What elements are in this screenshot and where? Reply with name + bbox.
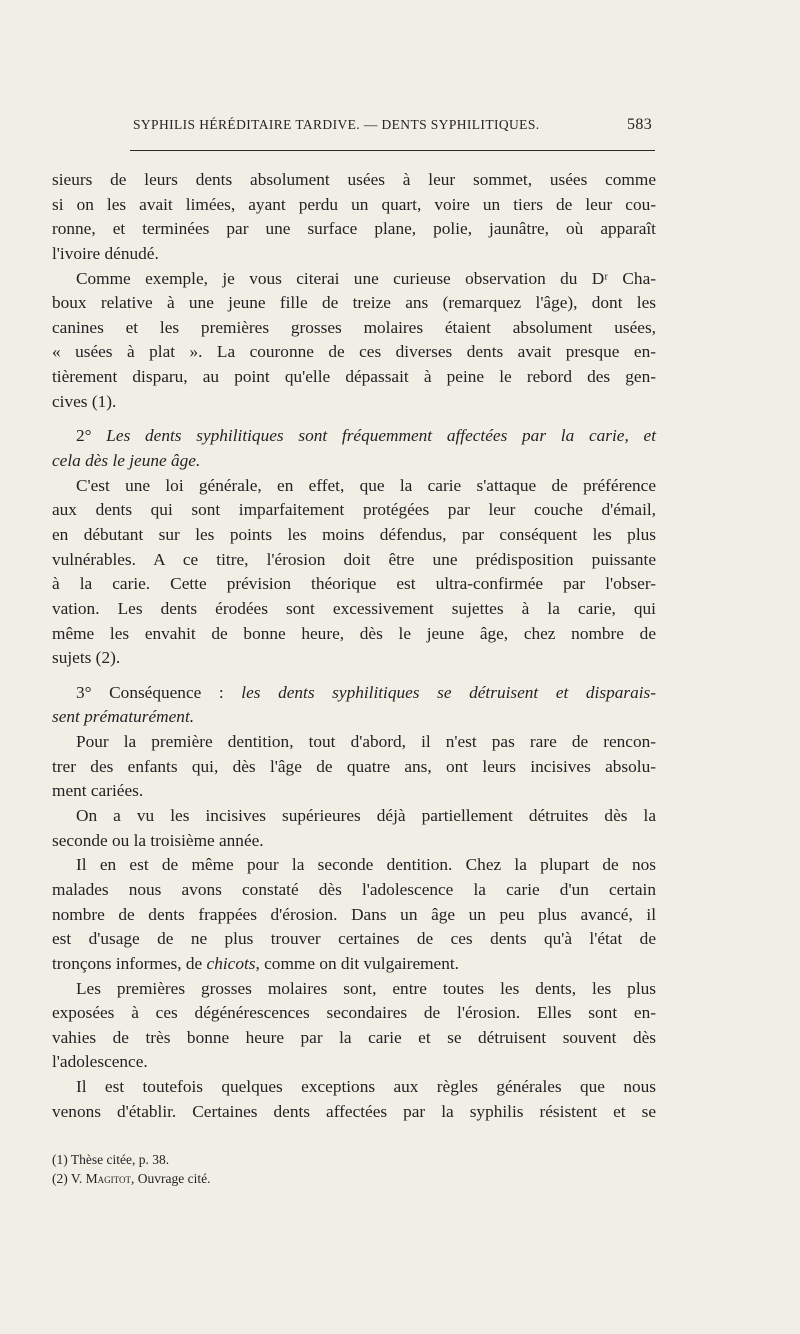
text-line: venons d'établir. Certaines dents affectées par la syphilis résistent et se — [52, 1101, 656, 1121]
running-title: SYPHILIS HÉRÉDITAIRE TARDIVE. — DENTS SYPHILITIQUES. — [133, 117, 540, 132]
body-text — [52, 168, 656, 1124]
footnotes — [52, 1150, 656, 1188]
text-line: seconde ou la troisième année. — [52, 830, 264, 850]
section-heading-2-cont: cela dès le jeune âge. — [52, 451, 201, 471]
text-line: sieurs de leurs dents absolument usées à leur sommet, usées comme — [52, 170, 656, 189]
text-line: l'ivoire dénudé. — [52, 243, 159, 263]
text-line: exposées à ces dégénérescences secondaires de l'érosion. Elles sont en- — [52, 1003, 656, 1023]
text-line: vation. Les dents érodées sont excessivement sujettes à la carie, qui — [52, 598, 656, 618]
text-line: boux relative à une jeune fille de treize ans (remarquez l'âge), dont les — [52, 293, 656, 313]
text-line: On a vu les incisives supérieures déjà partiellement détruites dès la — [76, 806, 656, 826]
text-line: malades nous avons constaté dès l'adolescence la carie d'un certain — [52, 879, 656, 899]
heading-italic: les dents syphilitiques se détruisent et disparais- — [241, 682, 656, 702]
text-fragment: tronçons informes, de — [52, 953, 207, 973]
text-line: ronne, et terminées par une surface plane, polie, jaunâtre, où apparaît — [52, 219, 656, 239]
text-line-chicots — [52, 952, 656, 977]
footnote-number: (2) V. — [52, 1171, 86, 1186]
text-line: Les premières grosses molaires sont, entre toutes les dents, les plus — [76, 978, 656, 998]
text-line: en débutant sur les points les moins défendus, par conséquent les plus — [52, 524, 656, 544]
text-line: à la carie. Cette prévision théorique est ultra-confirmée par l'obser- — [52, 574, 656, 594]
text-line: Pour la première dentition, tout d'abord, il n'est pas rare de rencon- — [76, 732, 656, 752]
header-rule — [130, 150, 655, 151]
footnote-text: , Ouvrage cité. — [130, 1171, 211, 1186]
text-line: sujets (2). — [52, 648, 121, 668]
heading-italic: Les dents syphilitiques sont fréquemment affectées par la carie, et — [106, 426, 656, 446]
running-head — [0, 117, 800, 137]
text-line: Il en est de même pour la seconde dentition. Chez la plupart de nos — [76, 855, 656, 875]
text-line: C'est une loi générale, en effet, que la carie s'attaque de préférence — [76, 475, 656, 495]
text-line: aux dents qui sont imparfaitement protégées par leur couche d'émail, — [52, 500, 656, 520]
text-line: Il est toutefois quelques exceptions aux règles générales que nous — [76, 1077, 656, 1097]
text-line: canines et les premières grosses molaires étaient absolument usées, — [52, 317, 656, 337]
text-line: même les envahit de bonne heure, dès le jeune âge, chez nombre de — [52, 623, 656, 643]
text-line: si on les avait limées, ayant perdu un quart, voire un tiers de leur cou- — [52, 194, 656, 214]
heading-number: 2° — [76, 426, 107, 446]
text-line: est d'usage de ne plus trouver certaines de ces dents qu'à l'état de — [52, 929, 656, 949]
text-line: nombre de dents frappées d'érosion. Dans un âge un peu plus avancé, il — [52, 904, 656, 924]
footnote-author: Magitot — [85, 1171, 131, 1186]
text-line: « usées à plat ». La couronne de ces diverses dents avait presque en- — [52, 342, 656, 362]
text-line: vulnérables. A ce titre, l'érosion doit être une prédisposition puissante — [52, 549, 656, 569]
heading-number: 3° Conséquence : — [76, 682, 242, 702]
italic-word: chicots — [206, 953, 256, 973]
text-line: Comme exemple, je vous citerai une curieuse observation du Dʳ Cha- — [76, 268, 656, 288]
text-line: tièrement disparu, au point qu'elle dépassait à peine le rebord des gen- — [52, 367, 656, 387]
page-number: 583 — [627, 116, 653, 133]
text-line: cives (1). — [52, 391, 117, 411]
text-line: vahies de très bonne heure par la carie et se détruisent souvent dès — [52, 1027, 656, 1047]
section-heading-2 — [52, 424, 656, 449]
section-heading-3-cont: sent prématurément. — [52, 707, 195, 727]
footnote-2 — [52, 1169, 656, 1188]
footnote-1: (1) Thèse citée, p. 38. — [52, 1152, 170, 1167]
text-fragment: , comme on dit vulgairement. — [255, 953, 459, 973]
text-line: l'adolescence. — [52, 1052, 148, 1072]
text-line: trer des enfants qui, dès l'âge de quatre ans, ont leurs incisives absolu- — [52, 756, 656, 776]
text-line: ment cariées. — [52, 781, 144, 801]
section-heading-3 — [52, 681, 656, 706]
